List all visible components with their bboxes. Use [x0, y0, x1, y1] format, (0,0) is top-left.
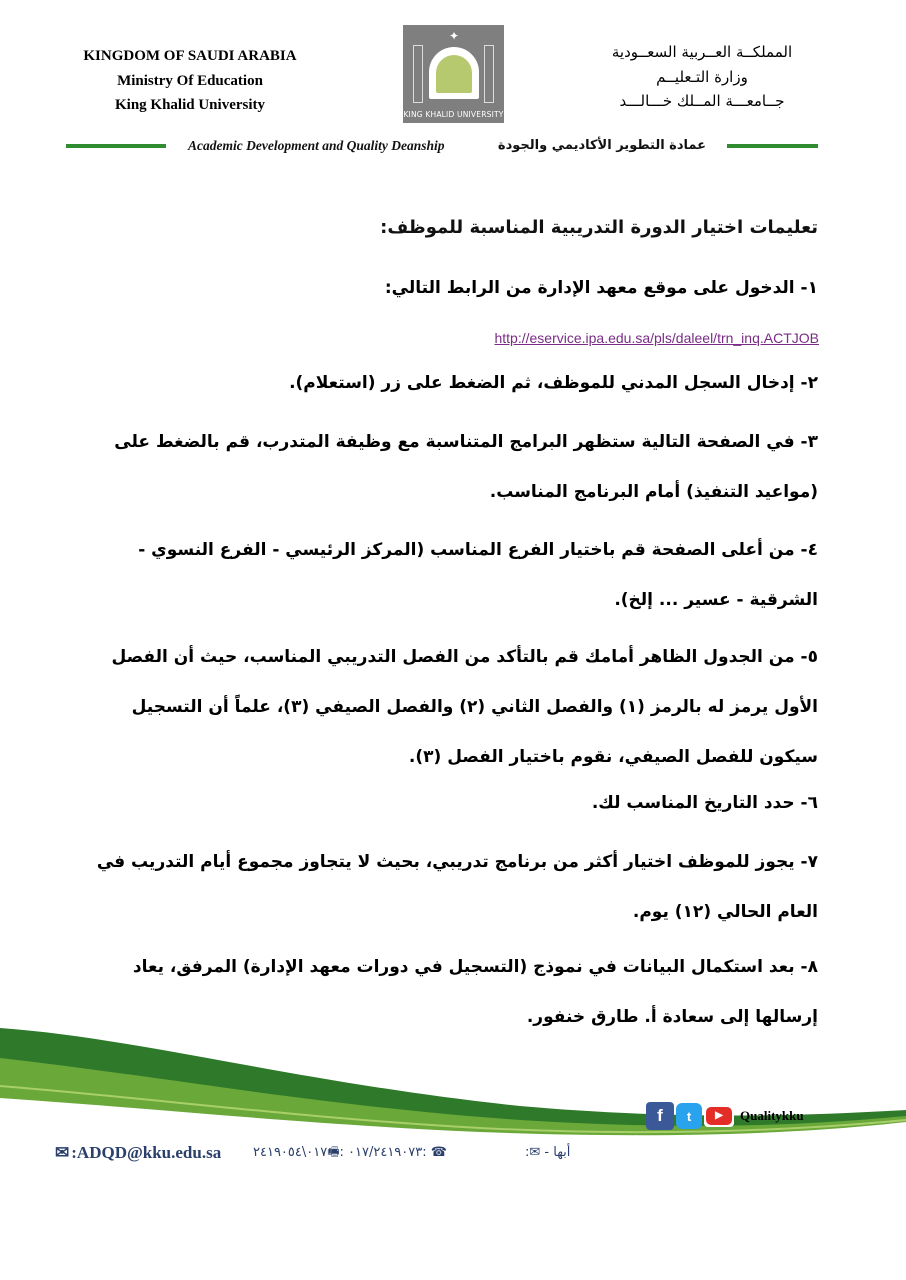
university-name-ar: جــامعـــة المــلك خـــالـــد — [619, 92, 785, 110]
phone-fax-numbers: ٠١٧/٢٤١٩٠٧٣ :🖷٠١٧\٢٤١٩٠٥٤: ☎ — [253, 1145, 447, 1160]
step-7: ٧- يجوز للموظف اختيار أكثر من برنامج تدريبي، بحيث لا يتجاوز مجموع أيام التدريب في العام الحالي (١٢) يوم. — [96, 852, 818, 922]
deanship-name-ar: عمادة التطوير الأكاديمي والجودة — [497, 138, 706, 153]
header-english-block — [40, 44, 340, 118]
ministry-name-en: Ministry Of Education — [117, 72, 263, 89]
logo-caption: KING KHALID UNIVERSITY — [403, 110, 504, 119]
step-8: ٨- بعد استكمال البيانات في نموذج (التسجيل في دورات معهد الإدارة) المرفق، يعاد إرسالها إلى سعادة أ. طارق خنفور. — [132, 957, 818, 1027]
step-6: ٦- حدد التاريخ المناسب لك. — [591, 793, 818, 813]
calligraphy-emblem — [436, 55, 472, 93]
palm-swords-icon: ✦ — [448, 29, 460, 43]
twitter-icon[interactable]: t — [676, 1103, 702, 1129]
ministry-name-ar: وزارة التـعليــم — [656, 67, 748, 86]
university-logo — [403, 25, 504, 123]
ipa-link[interactable]: http://eservice.ipa.edu.sa/pls/daleel/trn_inq.ACTJOB — [494, 330, 819, 346]
deanship-name-en: Academic Development and Quality Deanship — [188, 138, 445, 153]
step-4: ٤- من أعلى الصفحة قم باختيار الفرع المناسب (المركز الرئيسي - الفرع النسوي - الشرقية - عسير ... إلخ). — [138, 540, 818, 610]
social-links — [646, 1101, 804, 1131]
step-3: ٣- في الصفحة التالية ستظهر البرامج المتناسبة مع وظيفة المتدرب، قم بالضغط على (مواعيد التنفيذ) أمام البرنامج المناسب. — [114, 432, 818, 502]
document-title: تعليمات اختيار الدورة التدريبية المناسبة للموظف: — [380, 217, 818, 238]
step-5: ٥- من الجدول الظاهر أمامك قم بالتأكد من الفصل التدريبي المناسب، حيث أن الفصل الأول يرمز له بالرمز (١) والفصل الثاني (٢) والفصل الصيفي (٣)، علماً أن التسجيل سيكون للفصل الصيفي، نقوم باختيار الفصل (٣). — [111, 647, 818, 767]
kingdom-name-ar: المملكــة العــربية السعــودية — [611, 43, 793, 61]
email-contact[interactable] — [55, 1141, 221, 1165]
header-divider-right — [727, 144, 818, 148]
step-2: ٢- إدخال السجل المدني للموظف، ثم الضغط على زر (استعلام). — [289, 373, 818, 393]
contact-bar — [55, 1141, 615, 1165]
email-address: :ADQD@kku.edu.sa — [71, 1143, 222, 1162]
step-1: ١- الدخول على موقع معهد الإدارة من الرابط التالي: — [384, 278, 818, 298]
header-divider-left — [66, 144, 166, 148]
facebook-icon[interactable]: f — [646, 1102, 674, 1130]
university-name-en: King Khalid University — [114, 97, 266, 113]
social-handle: Qualitykku — [740, 1108, 804, 1123]
header-arabic-block — [572, 40, 832, 114]
deanship-banner — [186, 135, 716, 157]
city-address: أبها - ✉: — [525, 1145, 571, 1160]
envelope-icon: ✉ — [55, 1143, 70, 1162]
youtube-icon[interactable]: ▶ — [704, 1105, 734, 1127]
kingdom-name-en: KINGDOM OF SAUDI ARABIA — [83, 48, 297, 64]
